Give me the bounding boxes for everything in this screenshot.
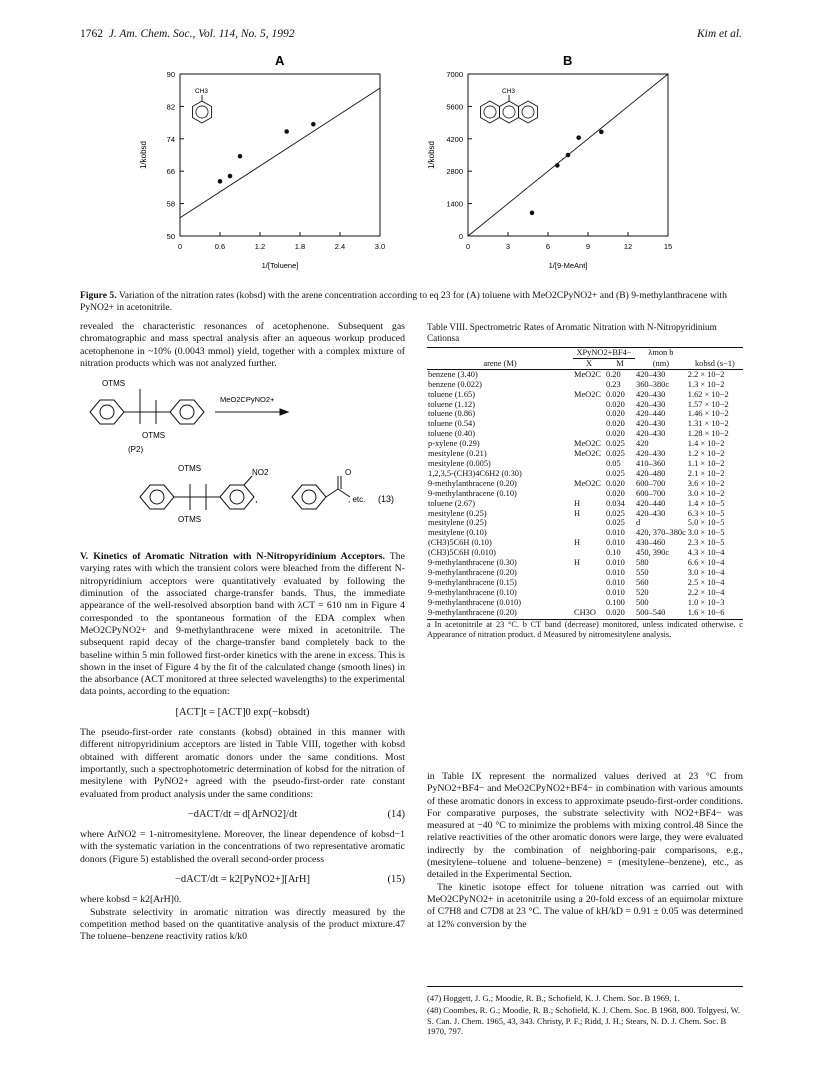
table-cell-l: 420–430: [636, 419, 666, 429]
paragraph: The kinetic isotope effect for toluene nitration was carried out with MeO2CPyNO2+ in acetonitrile using a 20-fold excess of an equimolar mixture of C7H8 and C7D8 at 23 °C. The value of kH/kD = 0.91 ± 0.05 was determined at 12% conversion by the: [427, 881, 743, 930]
scheme-compound-label: (P2): [128, 445, 144, 455]
table-cell-m: 0.020: [606, 488, 625, 498]
table-cell-l: 430–460: [636, 538, 666, 548]
table-cell-l: 420: [636, 439, 649, 449]
data-point: [530, 211, 535, 216]
svg-text:O: O: [345, 468, 352, 478]
table-cell-m: 0.100: [606, 597, 625, 607]
table-cell-arene: toluene (0.54): [428, 419, 475, 429]
table-row: [427, 499, 743, 509]
table-cell-l: 500–540: [636, 607, 666, 617]
table-cell-k: 1.46 × 10−2: [687, 409, 729, 419]
table-cell-m: 0.010: [606, 558, 625, 568]
data-point: [311, 122, 316, 127]
table-cell-l: 600–700: [636, 488, 666, 498]
molecule-ring-icon: [481, 101, 500, 123]
equation-15: −dACT/dt = k2[PyNO2+][ArH] (15): [174, 874, 405, 886]
table-cell-k: 6.3 × 10−5: [687, 508, 725, 518]
table-cell-arene: benzene (3.40): [428, 369, 478, 379]
table-title: Table VIII. Spectrometric Rates of Aromatic Nitration with N-Nitropyridinium Cationsa: [427, 322, 717, 343]
scheme-otms-label: OTMS: [142, 431, 166, 441]
table-cell-l: 450, 390c: [636, 548, 670, 558]
x-tick-label: 2.4: [334, 242, 346, 251]
table-cell-m: 0.025: [606, 518, 625, 528]
paragraph: where kobsd = k2[ArH]0.: [80, 894, 182, 906]
table-cell-k: 1.2 × 10−2: [687, 449, 725, 459]
table-row: [427, 598, 743, 608]
column-header: X: [585, 358, 593, 368]
paragraph: in Table IX represent the normalized values derived at 23 °C from PyNO2+BF4− and MeO2CPyNO2+BF4− in combination with various amounts of these aromatic donors in excess to approximate pseudo-first-order conditions. For comparative purposes, the substrate selectivity with NO2+BF4− was measured at −40 °C to minimize the problems with mixing control.48 Since the relative reactivities of the other aromatic donors were large, they were evaluated indirectly by the combination of neighboring-pair comparisons, e.g., (mesitylene–toluene and toluene–benzene) = (mesitylene–benzene), etc., as detailed in the Experimental Section.: [427, 771, 743, 881]
table-cell-x: H: [574, 498, 581, 508]
table-cell-l: 410–360: [636, 458, 666, 468]
x-tick-label: 1.2: [254, 242, 266, 251]
table-cell-k: 1.4 × 10−2: [687, 439, 725, 449]
table-cell-m: 0.010: [606, 528, 625, 538]
table-cell-m: 0.025: [606, 508, 625, 518]
footnote-48: (48) Coombes, R. G.; Moodie, R. B.; Schofield, K. J. Chem. Soc. B 1968, 800. Tolgyesi, W. S. Can. J. Chem. 1965, 43, 343. Christy, P. F.; Ridd, J. H.; Stears, N. D. J. Chem. Soc. B 1970, 797.: [427, 1005, 741, 1037]
table-row: [427, 469, 743, 479]
chart-b: [427, 53, 672, 270]
y-tick-label: 82: [166, 102, 175, 112]
table-row: [427, 548, 743, 558]
section-title: V. Kinetics of Aromatic Nitration with N-Nitropyridinium Acceptors.: [80, 551, 386, 563]
benzene-ring-icon: [140, 485, 174, 509]
table-cell-m: 0.025: [606, 439, 625, 449]
table-row: [427, 588, 743, 598]
paragraph: revealed the characteristic resonances of acetophenone. Subsequent gas chromatographic and mass spectral analysis after an aqueous workup produced acetophenone in ~10% (0.0043 mmol) yield, together with a complex mixture of nitration products which was not analyzed further.: [80, 321, 405, 369]
scheme-equation-number: (13): [378, 494, 395, 505]
plot-frame: [180, 74, 380, 236]
table-cell-arene: mesitylene (0.25): [428, 518, 487, 528]
right-column: [427, 771, 743, 931]
table-cell-arene: toluene (2.67): [428, 498, 475, 508]
table-cell-arene: mesitylene (0.25): [428, 508, 487, 518]
table-row: [427, 608, 743, 618]
y-axis-label: 1/kobsd: [139, 140, 148, 170]
table-cell-l: 420–480: [636, 468, 666, 478]
table-row: [427, 439, 743, 449]
table-cell-x: [573, 528, 605, 538]
y-axis-label: 1/kobsd: [427, 140, 436, 170]
figure-caption: [80, 290, 742, 314]
table-cell-k: 1.0 × 10−3: [687, 597, 725, 607]
x-tick-label: 3.0: [374, 242, 386, 251]
column-header: arene (M): [483, 358, 517, 368]
table-cell-m: 0.034: [606, 498, 625, 508]
table-cell-k: 1.6 × 10−6: [687, 607, 725, 617]
x-axis-label: 1/[Toluene]: [261, 261, 299, 270]
table-cell-k: 3.0 × 10−2: [687, 488, 725, 498]
scheme-otms-label: OTMS: [178, 515, 202, 525]
x-axis-label: 1/[9-MeAnt]: [548, 261, 588, 270]
x-tick-label: 15: [663, 242, 673, 251]
y-tick-label: 0: [458, 232, 463, 241]
scheme-reagent-label: MeO2CPyNO2+: [220, 395, 275, 405]
molecule-ring-icon: [500, 101, 519, 123]
table-cell-arene: (CH3)5C6H (0.10): [428, 538, 492, 548]
table-cell-k: 1.28 × 10−2: [687, 429, 729, 439]
table-cell-arene: toluene (0.86): [428, 409, 475, 419]
column-header: kobsd (s−1): [694, 358, 735, 368]
table-cell-l: 420–440: [636, 498, 666, 508]
table-cell-k: 2.1 × 10−2: [687, 468, 725, 478]
data-point: [238, 154, 243, 159]
table-cell-x: MeO2C: [574, 389, 601, 399]
table-cell-m: 0.020: [606, 429, 625, 439]
table-row: [427, 409, 743, 419]
table-cell-x: MeO2C: [574, 439, 601, 449]
table-cell-arene: 9-methylanthracene (0.20): [428, 567, 517, 577]
table-cell-l: 420–440: [636, 409, 666, 419]
column-header: λmon b: [648, 348, 674, 358]
y-tick-label: 90: [166, 70, 175, 79]
chart-a: [139, 53, 385, 270]
equation: [ACT]t = [ACT]0 exp(−kobsdt): [175, 706, 310, 718]
table-cell-l: 560: [636, 577, 649, 587]
table-cell-k: 3.0 × 10−5: [687, 528, 725, 538]
paragraph: The pseudo-first-order rate constants (kobsd) obtained in this manner with different nitropyridinium acceptors are listed in Table VIII, together with kobsd obtained with different aromatic donors under the same conditions. Most importantly, such a spectrophotometric determination of kobsd for the nitration of mesitylene with PyNO2+ agreed with the pseudo-first-order rate constant evaluated from product analysis under the same conditions:: [80, 727, 405, 800]
table-row: [427, 369, 743, 379]
left-column: [80, 321, 405, 944]
table-cell-k: 2.5 × 10−4: [687, 577, 725, 587]
table-cell-k: 1.1 × 10−2: [687, 458, 725, 468]
table-cell-x: CH3O: [574, 607, 596, 617]
paragraph: V. Kinetics of Aromatic Nitration with N-Nitropyridinium Acceptors. The varying rates with which the transient colors were bleached from the different N-nitropyridinium acceptors were quantitatively evaluated by following the diminution of the associated charge-transfer bands. Thus, the immediate appearance of the well-resolved absorption band with λCT = 610 nm in Figure 4 corresponded to the spontaneous formation of the EDA complex when MeO2CPyNO2+ and 9-methylanthracene were mixed in acetonitrile. The subsequent rapid decay of the charge-transfer band completely back to the baseline within 5 min followed first-order kinetics with the arene in excess. This is shown in the inset of Figure 4 by the fit of the calculated change (smooth lines) in the absorbance (ACT monitored at three selected wavelengths) to the experimental data points, according to the equation:: [80, 551, 406, 698]
aromatic-circle-icon: [196, 106, 208, 118]
table-cell-m: 0.010: [606, 587, 625, 597]
molecule-label: CH3: [195, 88, 209, 95]
table-cell-k: 1.3 × 10−2: [687, 379, 725, 389]
table-cell-k: 3.0 × 10−4: [687, 567, 725, 577]
paragraph: Substrate selectivity in aromatic nitration was directly measured by the competition method based on the quantitative analysis of the product mixture.47 The toluene–benzene reactivity ratios k/k0: [80, 906, 405, 943]
data-point: [566, 153, 571, 158]
table-cell-x: [573, 548, 605, 558]
data-table: [427, 348, 743, 617]
table-cell-x: [573, 469, 605, 479]
table-cell-x: [573, 518, 605, 528]
table-cell-l: 420–430: [636, 389, 666, 399]
table-cell-arene: p-xylene (0.29): [428, 439, 480, 449]
scheme-otms-label: OTMS: [178, 464, 202, 474]
table-cell-k: 3.6 × 10−2: [687, 478, 725, 488]
table-cell-x: H: [574, 538, 581, 548]
table-cell-l: 500: [636, 597, 649, 607]
chart-panel-label: B: [563, 53, 573, 68]
table-cell-k: 1.4 × 10−5: [687, 498, 725, 508]
table-row: [427, 489, 743, 499]
benzene-ring-icon: [170, 400, 204, 424]
svg-text:,: ,: [255, 494, 258, 505]
table-cell-arene: 9-methylanthracene (0.20): [428, 607, 517, 617]
table-row: [427, 390, 743, 400]
table-cell-arene: (CH3)5C6H (0.010): [428, 548, 496, 558]
x-tick-label: 9: [585, 242, 591, 251]
chart-panel-label: A: [275, 53, 285, 68]
table-cell-l: 360–380c: [636, 379, 670, 389]
table-cell-x: [573, 409, 605, 419]
author-header: Kim et al.: [696, 28, 742, 40]
page-number: 1762: [80, 28, 103, 40]
table-cell-m: 0.05: [606, 458, 621, 468]
figure-5: [140, 52, 780, 282]
x-tick-label: 1.8: [294, 242, 306, 251]
equation-number: (15): [387, 874, 405, 886]
table-cell-x: [573, 429, 605, 439]
y-tick-label: 50: [166, 232, 175, 241]
scheme-no2-label: NO2: [252, 468, 269, 478]
table-cell-k: 5.0 × 10−5: [687, 518, 725, 528]
table-cell-m: 0.23: [606, 379, 621, 389]
table-cell-k: 6.6 × 10−4: [687, 558, 725, 568]
benzene-ring-icon: [90, 400, 124, 424]
x-tick-label: 6: [545, 242, 551, 251]
table-cell-arene: 9-methylanthracene (0.20): [428, 478, 517, 488]
y-tick-label: 4200: [446, 134, 463, 144]
table-cell-l: 420–430: [636, 508, 666, 518]
table-cell-arene: benzene (0.022): [428, 379, 482, 389]
table-cell-x: [573, 400, 605, 410]
equation-number: (14): [387, 808, 405, 820]
table-cell-x: H: [574, 558, 581, 568]
x-tick-label: 0: [177, 242, 183, 251]
table-cell-x: [573, 489, 605, 499]
table-cell-k: 1.62 × 10−2: [687, 389, 729, 399]
table-cell-arene: 9-methylanthracene (0.010): [428, 597, 522, 607]
table-cell-k: 1.57 × 10−2: [687, 399, 729, 409]
table-cell-x: H: [574, 508, 581, 518]
table-cell-x: [573, 459, 605, 469]
table-cell-m: 0.020: [606, 389, 625, 399]
table-row: [427, 479, 743, 489]
column-header: (nm): [652, 358, 670, 368]
table-cell-m: 0.010: [606, 538, 625, 548]
scheme-etc-label: , etc.: [348, 495, 366, 505]
journal-citation: J. Am. Chem. Soc., Vol. 114, No. 5, 1992: [108, 28, 295, 40]
table-cell-l: 520: [636, 587, 649, 597]
table-cell-m: 0.010: [606, 577, 625, 587]
data-point: [284, 129, 289, 134]
y-tick-label: 66: [166, 167, 175, 177]
benzene-ring-icon: [292, 485, 326, 509]
table-cell-m: 0.020: [606, 607, 625, 617]
table-cell-k: 2.3 × 10−5: [687, 538, 725, 548]
table-cell-x: [573, 578, 605, 588]
table-cell-arene: 1,2,3,5-(CH3)4C6H2 (0.30): [428, 468, 522, 478]
table-row: [427, 518, 743, 528]
aromatic-circle-icon: [522, 106, 534, 118]
figure-label: Figure 5.: [80, 290, 117, 301]
table-cell-arene: 9-methylanthracene (0.10): [428, 488, 517, 498]
footnotes: [427, 986, 743, 1039]
table-cell-x: [573, 588, 605, 598]
column-group-header: XPyNO2+BF4−: [573, 348, 635, 358]
table-cell-l: 420, 370–380c: [636, 528, 686, 538]
table-cell-arene: mesitylene (0.005): [428, 458, 491, 468]
y-tick-label: 5600: [446, 102, 463, 112]
aromatic-circle-icon: [484, 106, 496, 118]
molecule-label: CH3: [502, 88, 516, 95]
table-cell-l: 580: [636, 558, 649, 568]
y-tick-label: 74: [166, 134, 175, 144]
running-header: [80, 28, 295, 40]
y-tick-label: 7000: [446, 70, 463, 79]
table-row: [427, 538, 743, 548]
benzene-ring-icon: [220, 485, 254, 509]
table-cell-x: MeO2C: [574, 369, 601, 379]
table-cell-k: 2.2 × 10−4: [687, 587, 725, 597]
data-point: [576, 135, 581, 140]
y-tick-label: 1400: [446, 199, 463, 209]
table-viii: [427, 322, 743, 640]
table-cell-l: d: [636, 518, 641, 528]
x-tick-label: 3: [505, 242, 511, 251]
table-cell-m: 0.20: [606, 369, 621, 379]
reaction-scheme-13: [80, 372, 405, 547]
table-cell-x: MeO2C: [574, 478, 601, 488]
paragraph: where ArNO2 = 1-nitromesitylene. Moreover, the linear dependence of kobsd−1 with the systematic variation in the concentrations of two representative aromatic donors (Figure 5) established the overall second-order process: [80, 829, 405, 865]
table-cell-x: MeO2C: [574, 449, 601, 459]
table-row: [427, 380, 743, 390]
x-tick-label: 0.6: [214, 242, 226, 251]
table-cell-x: [573, 598, 605, 608]
table-row: [427, 429, 743, 439]
fit-line: [180, 88, 380, 218]
molecule-ring-icon: [519, 101, 538, 123]
table-cell-l: 420–430: [636, 369, 666, 379]
table-cell-k: 1.31 × 10−2: [687, 419, 729, 429]
table-cell-m: 0.025: [606, 449, 625, 459]
table-cell-arene: 9-methylanthracene (0.15): [428, 577, 517, 587]
table-cell-l: 420–430: [636, 449, 666, 459]
table-cell-arene: mesitylene (0.10): [428, 528, 487, 538]
table-cell-m: 0.020: [606, 419, 625, 429]
table-cell-m: 0.020: [606, 399, 625, 409]
x-tick-label: 0: [465, 242, 471, 251]
data-point: [599, 130, 604, 135]
scheme-otms-label: OTMS: [102, 379, 126, 389]
table-cell-k: 2.2 × 10−2: [687, 369, 725, 379]
data-point: [218, 179, 223, 184]
y-tick-label: 2800: [446, 167, 463, 177]
table-row: [427, 568, 743, 578]
table-cell-arene: mesitylene (0.21): [428, 449, 487, 459]
table-cell-k: 4.3 × 10−4: [687, 548, 725, 558]
table-cell-arene: toluene (1.65): [428, 389, 475, 399]
table-cell-m: 0.10: [606, 548, 621, 558]
table-row: [427, 419, 743, 429]
table-cell-arene: 9-methylanthracene (0.30): [428, 558, 517, 568]
table-cell-x: [573, 380, 605, 390]
x-tick-label: 12: [623, 242, 633, 251]
table-cell-m: 0.020: [606, 478, 625, 488]
table-cell-arene: toluene (0.40): [428, 429, 475, 439]
data-point: [228, 174, 233, 179]
table-cell-l: 550: [636, 567, 649, 577]
table-notes: a In acetonitrile at 23 °C. b CT band (decrease) monitored, unless indicated otherwise. c Appearance of nitration product. d Measured by nitromesitylene analysis.: [427, 620, 743, 640]
table-cell-arene: 9-methylanthracene (0.10): [428, 587, 517, 597]
table-cell-arene: toluene (1.12): [428, 399, 475, 409]
table-cell-m: 0.010: [606, 567, 625, 577]
molecule-ring-icon: [193, 101, 212, 123]
aromatic-circle-icon: [503, 106, 515, 118]
y-tick-label: 58: [166, 199, 175, 209]
table-row: [427, 528, 743, 538]
table-cell-x: [573, 568, 605, 578]
table-row: [427, 449, 743, 459]
table-cell-l: 420–430: [636, 399, 666, 409]
data-point: [555, 163, 560, 168]
footnote-47: (47) Hoggett, J. G.; Moodie, R. B.; Schofield, K. J. Chem. Soc. B 1969, 1.: [427, 993, 680, 1003]
table-row: [427, 558, 743, 568]
table-cell-m: 0.025: [606, 468, 625, 478]
table-row: [427, 509, 743, 519]
figure-caption-text: Variation of the nitration rates (kobsd) with the arene concentration according to eq 23 for (A) toluene with MeO2CPyNO2+ and (B) 9-methylanthracene with PyNO2+ in acetonitrile.: [80, 290, 727, 313]
table-cell-l: 600–700: [636, 478, 666, 488]
table-row: [427, 578, 743, 588]
table-row: [427, 459, 743, 469]
table-cell-m: 0.020: [606, 409, 625, 419]
table-row: [427, 400, 743, 410]
equation-14: −dACT/dt = d[ArNO2]/dt (14): [187, 808, 405, 820]
column-header: M: [616, 358, 624, 368]
table-cell-l: 420–430: [636, 429, 666, 439]
table-cell-x: [573, 419, 605, 429]
